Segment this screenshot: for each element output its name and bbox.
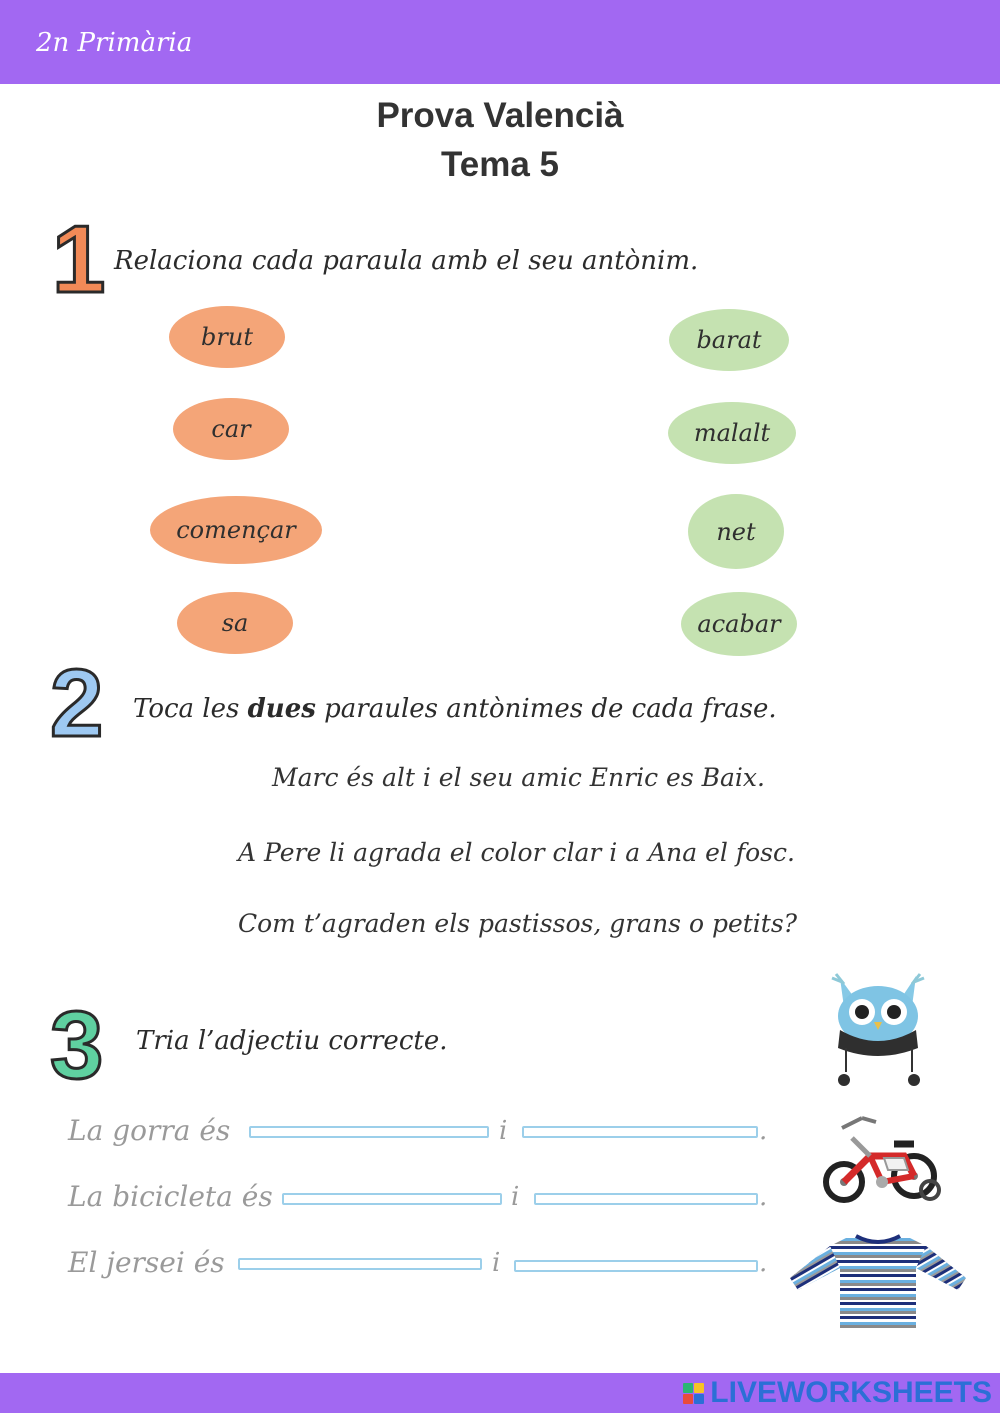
row-3-label: El jersei és: [68, 1246, 225, 1279]
page-subtitle: Tema 5: [440, 145, 560, 184]
page-title: Prova Valencià: [376, 96, 624, 135]
row-1-blank-1[interactable]: [249, 1126, 489, 1138]
left-word-1[interactable]: brut: [169, 306, 285, 368]
left-word-3[interactable]: començar: [150, 496, 322, 564]
section-1-number: 1: [52, 206, 106, 313]
row-2-end: .: [759, 1182, 768, 1212]
section-1-instruction: Relaciona cada paraula amb el seu antònim.: [114, 246, 699, 276]
section-2-number: 2: [50, 650, 104, 757]
right-word-1[interactable]: barat: [669, 309, 789, 371]
row-3-blank-2[interactable]: [514, 1260, 758, 1272]
instruction-pre: Toca les: [133, 694, 248, 724]
bicycle-image: [822, 1098, 944, 1210]
sweater-image: [790, 1232, 966, 1332]
instruction-bold: dues: [247, 694, 316, 724]
section-2-instruction: [133, 694, 777, 724]
right-word-2[interactable]: malalt: [668, 402, 796, 464]
left-word-4[interactable]: sa: [177, 592, 293, 654]
sentence-2[interactable]: A Pere li agrada el color clar i a Ana el fosc.: [238, 838, 795, 867]
row-2-blank-2[interactable]: [534, 1193, 758, 1205]
section-3-number: 3: [50, 992, 104, 1099]
row-3-end: .: [759, 1248, 768, 1278]
row-3-conj: i: [492, 1248, 501, 1278]
grade-label: 2n Primària: [36, 28, 193, 58]
brand[interactable]: [683, 1374, 992, 1412]
right-word-4[interactable]: acabar: [681, 592, 797, 656]
row-1-blank-2[interactable]: [522, 1126, 758, 1138]
row-1-label: La gorra és: [68, 1114, 231, 1147]
sentence-1[interactable]: Marc és alt i el seu amic Enric es Baix.: [272, 763, 765, 792]
row-3-blank-1[interactable]: [238, 1258, 482, 1270]
row-2-label: La bicicleta és: [68, 1180, 273, 1213]
owl-hat-image: [826, 964, 930, 1090]
brand-name: LIVEWORKSHEETS: [710, 1376, 992, 1409]
section-3-instruction: Tria l’adjectiu correcte.: [136, 1026, 448, 1056]
row-2-conj: i: [511, 1182, 520, 1212]
brand-logo-icon: [683, 1383, 704, 1404]
row-1-conj: i: [499, 1116, 508, 1146]
right-word-3[interactable]: net: [688, 494, 784, 569]
row-2-blank-1[interactable]: [282, 1193, 502, 1205]
sentence-3[interactable]: Com t’agraden els pastissos, grans o petits?: [238, 909, 798, 938]
instruction-post: paraules antònimes de cada frase.: [315, 694, 777, 724]
left-word-2[interactable]: car: [173, 398, 289, 460]
row-1-end: .: [759, 1116, 768, 1146]
